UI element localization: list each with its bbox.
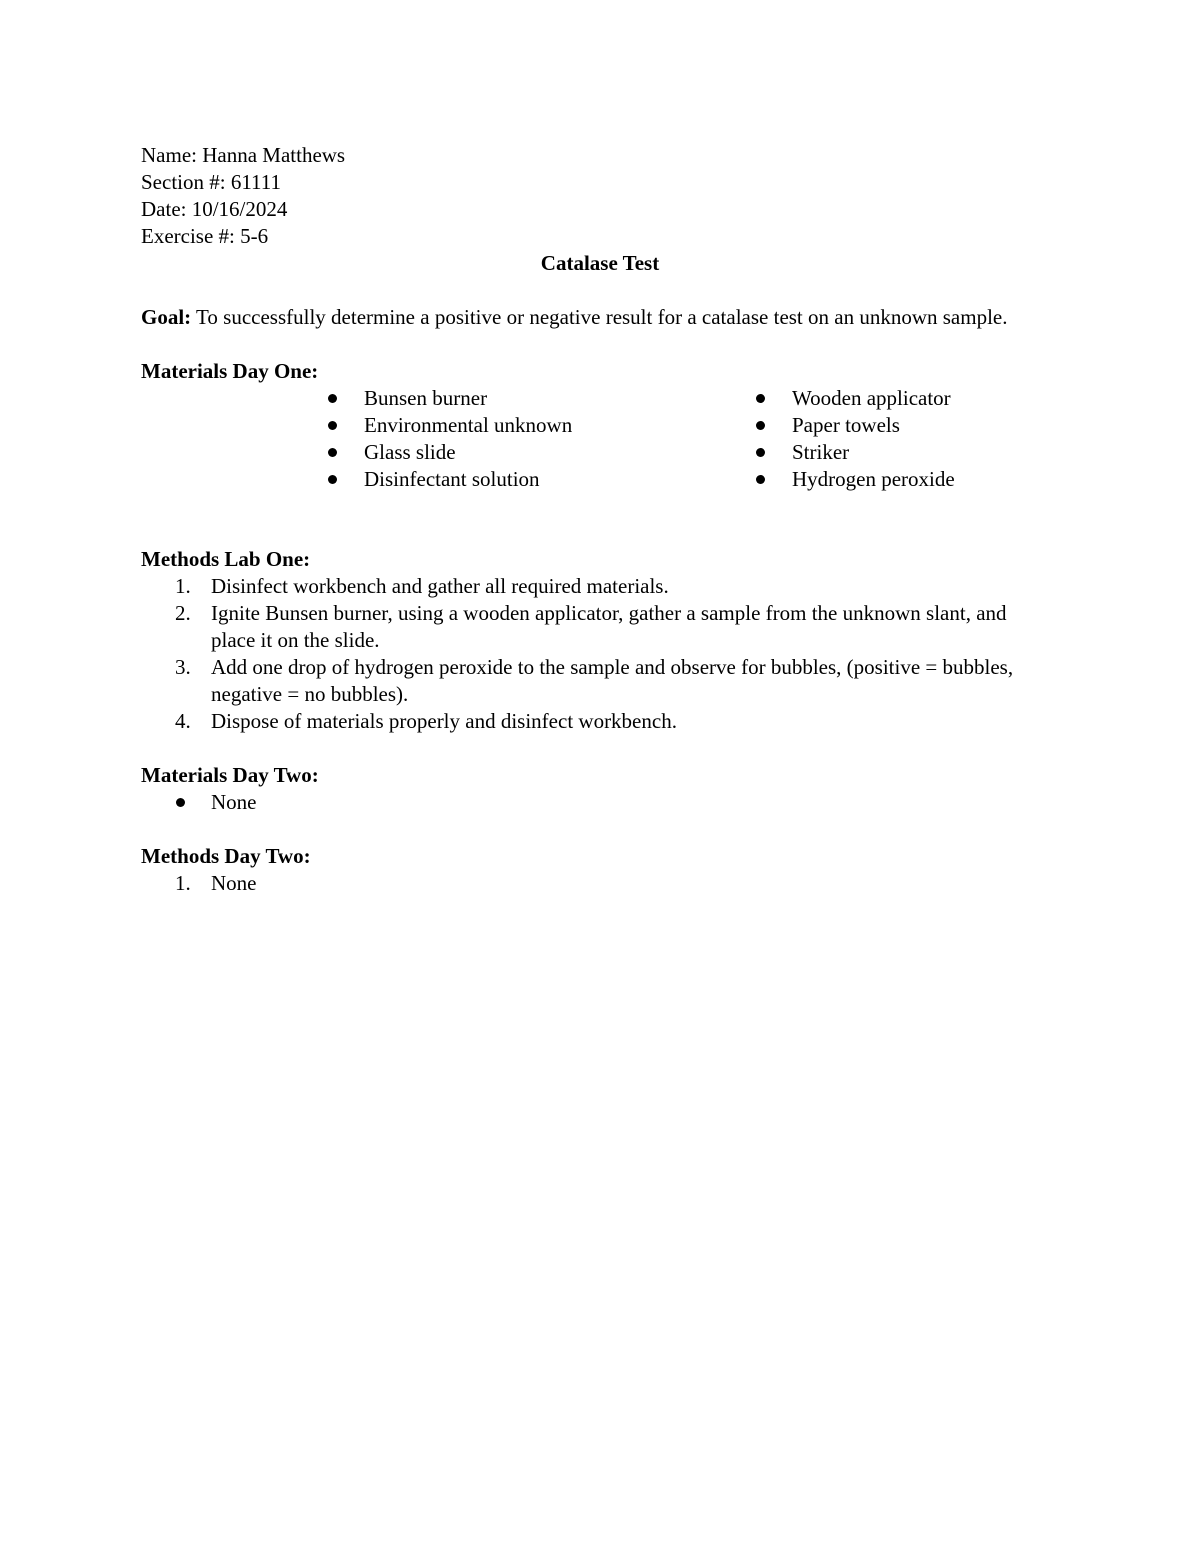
materials-day-two-list <box>141 789 1041 816</box>
materials-day-one-heading: Materials Day One: <box>141 359 319 383</box>
list-item: Disinfectant solution <box>327 466 572 493</box>
list-item: Bunsen burner <box>327 385 572 412</box>
methods-day-two-list <box>141 870 1041 897</box>
list-item: Striker <box>755 439 955 466</box>
methods-lab-one-list <box>141 573 1041 735</box>
exercise-number: Exercise #: 5-6 <box>141 224 269 248</box>
bullet-icon <box>756 448 765 457</box>
list-item: 4. Dispose of materials properly and disinfect workbench. <box>175 709 677 733</box>
methods-day-two-heading: Methods Day Two: <box>141 844 311 868</box>
list-item: None <box>141 789 1041 816</box>
methods-lab-one-heading: Methods Lab One: <box>141 547 311 571</box>
date-line: Date: 10/16/2024 <box>141 197 288 221</box>
student-name: Name: Hanna Matthews <box>141 143 346 167</box>
bullet-icon <box>328 421 337 430</box>
list-item: Paper towels <box>755 412 955 439</box>
bullet-icon <box>328 448 337 457</box>
materials-left-column <box>327 385 572 493</box>
list-item: 2. Ignite Bunsen burner, using a wooden applicator, gather a sample from the unknown slant, and place it on the slide. <box>175 601 1007 652</box>
list-item: Wooden applicator <box>755 385 955 412</box>
bullet-icon <box>756 421 765 430</box>
list-item: 3. Add one drop of hydrogen peroxide to the sample and observe for bubbles, (positive = bubbles, negative = no bubbles). <box>175 655 1014 706</box>
list-item: 1. None <box>175 871 257 895</box>
bullet-icon <box>328 475 337 484</box>
list-item: Glass slide <box>327 439 572 466</box>
list-item: Hydrogen peroxide <box>755 466 955 493</box>
materials-day-two-heading: Materials Day Two: <box>141 763 319 787</box>
goal-text: To successfully determine a positive or negative result for a catalase test on an unknown sample. <box>191 305 1008 329</box>
goal-paragraph <box>141 304 1041 331</box>
bullet-icon <box>176 798 185 807</box>
goal-label: Goal: <box>141 305 192 329</box>
section-number: Section #: 61111 <box>141 170 281 194</box>
bullet-icon <box>756 394 765 403</box>
materials-right-column <box>755 385 955 493</box>
list-item: Environmental unknown <box>327 412 572 439</box>
bullet-icon <box>756 475 765 484</box>
bullet-icon <box>328 394 337 403</box>
document-title: Catalase Test <box>540 251 660 275</box>
list-item: 1. Disinfect workbench and gather all required materials. <box>175 574 669 598</box>
materials-day-one-list <box>141 385 1041 493</box>
document-page <box>141 142 1041 897</box>
